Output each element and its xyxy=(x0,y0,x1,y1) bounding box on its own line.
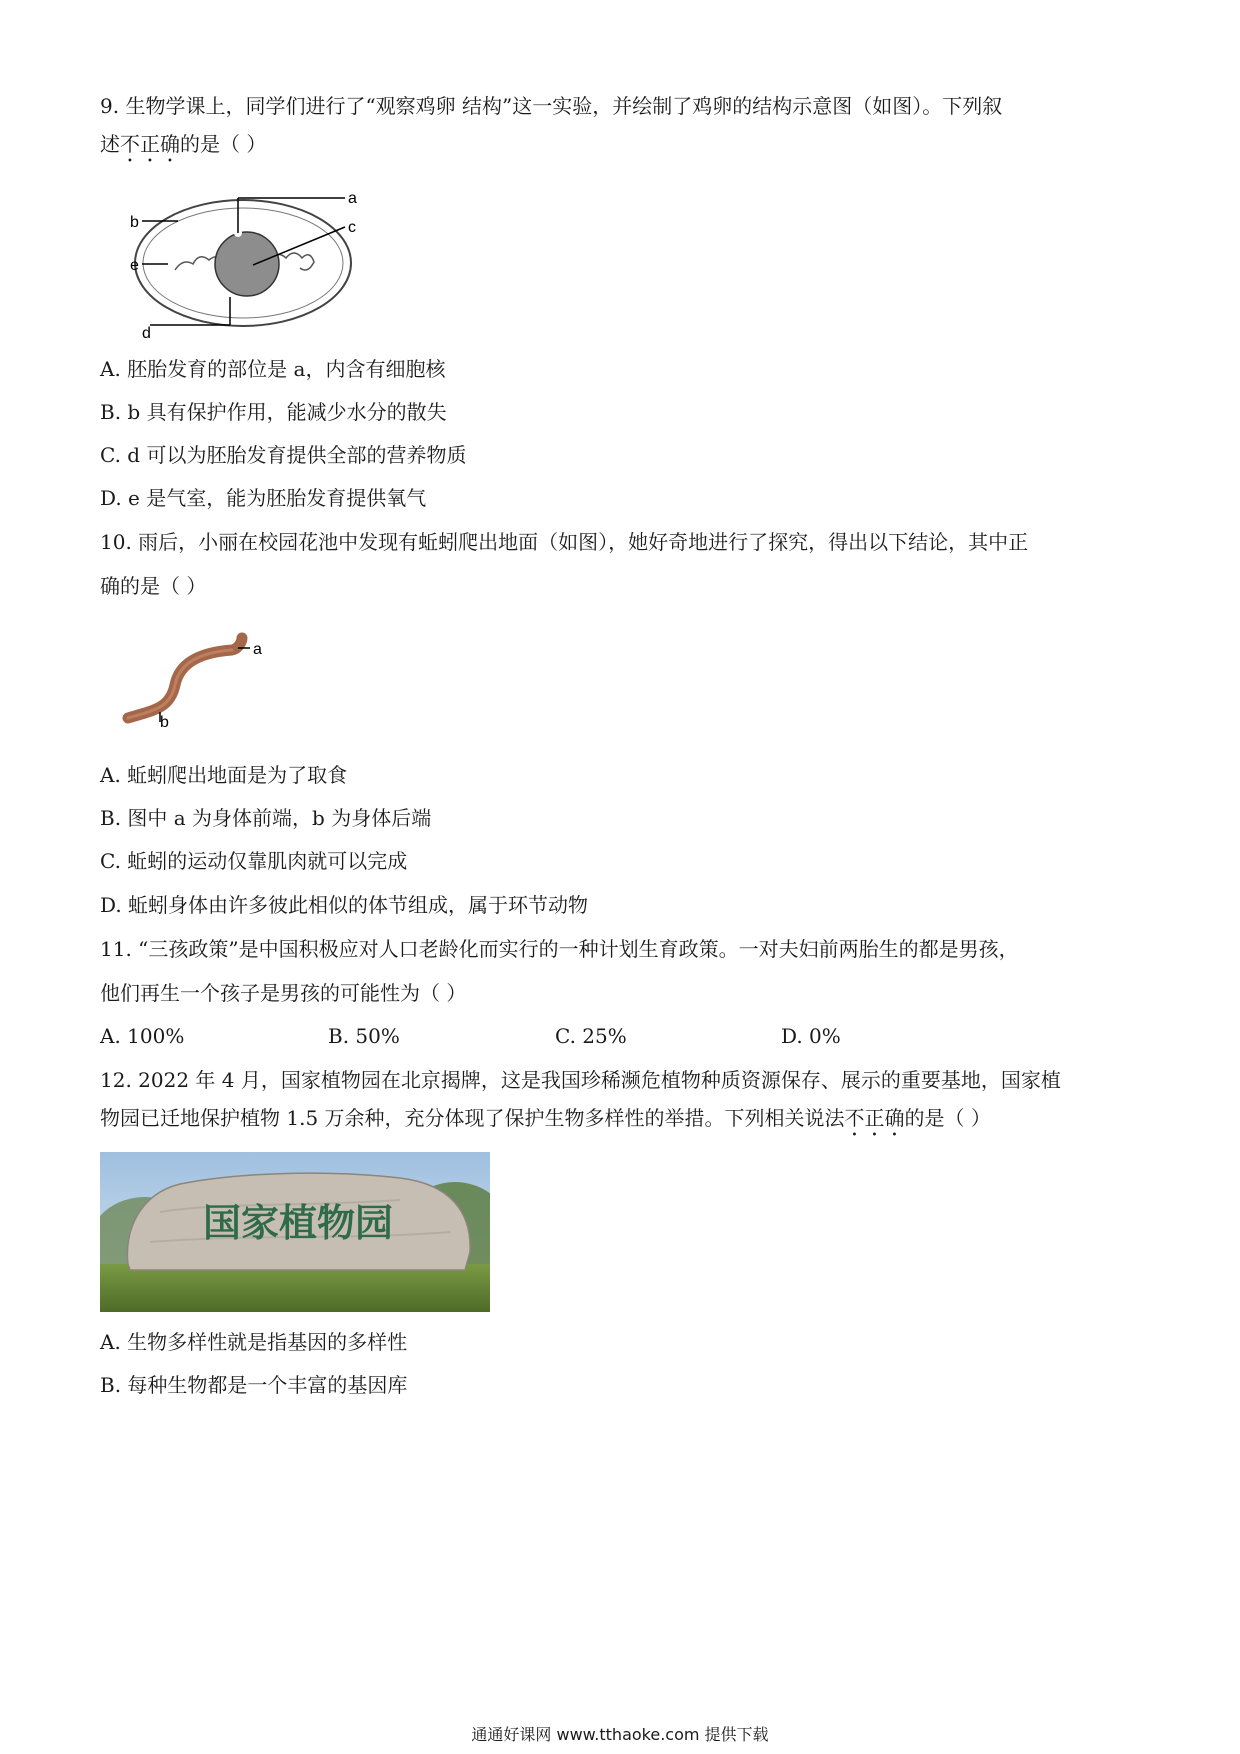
q11-stem-line2: 他们再生一个孩子是男孩的可能性为（ ） xyxy=(100,981,467,1005)
stone-inscription: 国家植物园 xyxy=(202,1203,394,1245)
q9-stem-line2 xyxy=(100,130,266,167)
label-e: e xyxy=(130,257,139,274)
q9-stem-post: 的是（ ） xyxy=(180,132,267,156)
q12-stem-post: 的是（ ） xyxy=(904,1106,991,1130)
q11-stem-line1: 11. “三孩政策”是中国积极应对人口老龄化而实行的一种计划生育政策。一对夫妇前两胎生的都是男孩， xyxy=(100,937,1019,961)
earthworm-diagram xyxy=(120,630,280,740)
q12-emphasis: 不正确 xyxy=(844,1106,905,1130)
q10-option-b: B. 图中 a 为身体前端，b 为身体后端 xyxy=(100,806,432,830)
page-footer: 通通好课网 www.tthaoke.com 提供下载 xyxy=(471,1725,769,1744)
q10-option-d: D. 蚯蚓身体由许多彼此相似的体节组成，属于环节动物 xyxy=(100,893,589,917)
q11-option-c: C. 25% xyxy=(555,1024,627,1048)
q9-option-a: A. 胚胎发育的部位是 a，内含有细胞核 xyxy=(100,357,446,381)
q10-option-c: C. 蚯蚓的运动仅靠肌肉就可以完成 xyxy=(100,849,408,873)
q11-options xyxy=(100,1022,1000,1050)
q9-option-d: D. e 是气室，能为胚胎发育提供氧气 xyxy=(100,486,427,510)
q12-stem-line1: 12. 2022 年 4 月，国家植物园在北京揭牌，这是我国珍稀濒危植物种质资源保存、展示的重要基地，国家植 xyxy=(100,1068,1061,1092)
q12-stem-pre: 物园已迁地保护植物 1.5 万余种，充分体现了保护生物多样性的举措。下列相关说法 xyxy=(100,1106,845,1130)
q10-option-a: A. 蚯蚓爬出地面是为了取食 xyxy=(100,763,348,787)
label-b: b xyxy=(130,214,139,231)
label-d: d xyxy=(142,325,151,342)
q9-emphasis: 不正确 xyxy=(120,132,180,156)
yolk xyxy=(215,232,279,296)
label-c: c xyxy=(348,219,356,236)
q9-stem-pre: 述 xyxy=(100,132,120,156)
q9-option-c: C. d 可以为胚胎发育提供全部的营养物质 xyxy=(100,443,467,467)
label-a: a xyxy=(253,641,262,658)
q9-stem-line1: 9. 生物学课上，同学们进行了“观察鸡卵 结构”这一实验，并绘制了鸡卵的结构示意图（如图）。下列叙 xyxy=(100,94,1003,118)
botanical-garden-photo xyxy=(100,1152,490,1312)
q9-option-b: B. b 具有保护作用，能减少水分的散失 xyxy=(100,400,447,424)
q12-option-a: A. 生物多样性就是指基因的多样性 xyxy=(100,1330,408,1354)
q11-option-d: D. 0% xyxy=(781,1024,841,1048)
q10-stem-line2: 确的是（ ） xyxy=(100,574,207,598)
q11-option-a: A. 100% xyxy=(100,1024,185,1048)
label-a: a xyxy=(348,190,357,207)
q11-option-b: B. 50% xyxy=(328,1024,400,1048)
q10-stem-line1: 10. 雨后，小丽在校园花池中发现有蚯蚓爬出地面（如图），她好奇地进行了探究，得出以下结论，其中正 xyxy=(100,530,1029,554)
label-b: b xyxy=(160,714,169,731)
egg-diagram xyxy=(120,185,380,345)
q12-stem-line2 xyxy=(100,1104,991,1141)
q12-option-b: B. 每种生物都是一个丰富的基因库 xyxy=(100,1373,408,1397)
